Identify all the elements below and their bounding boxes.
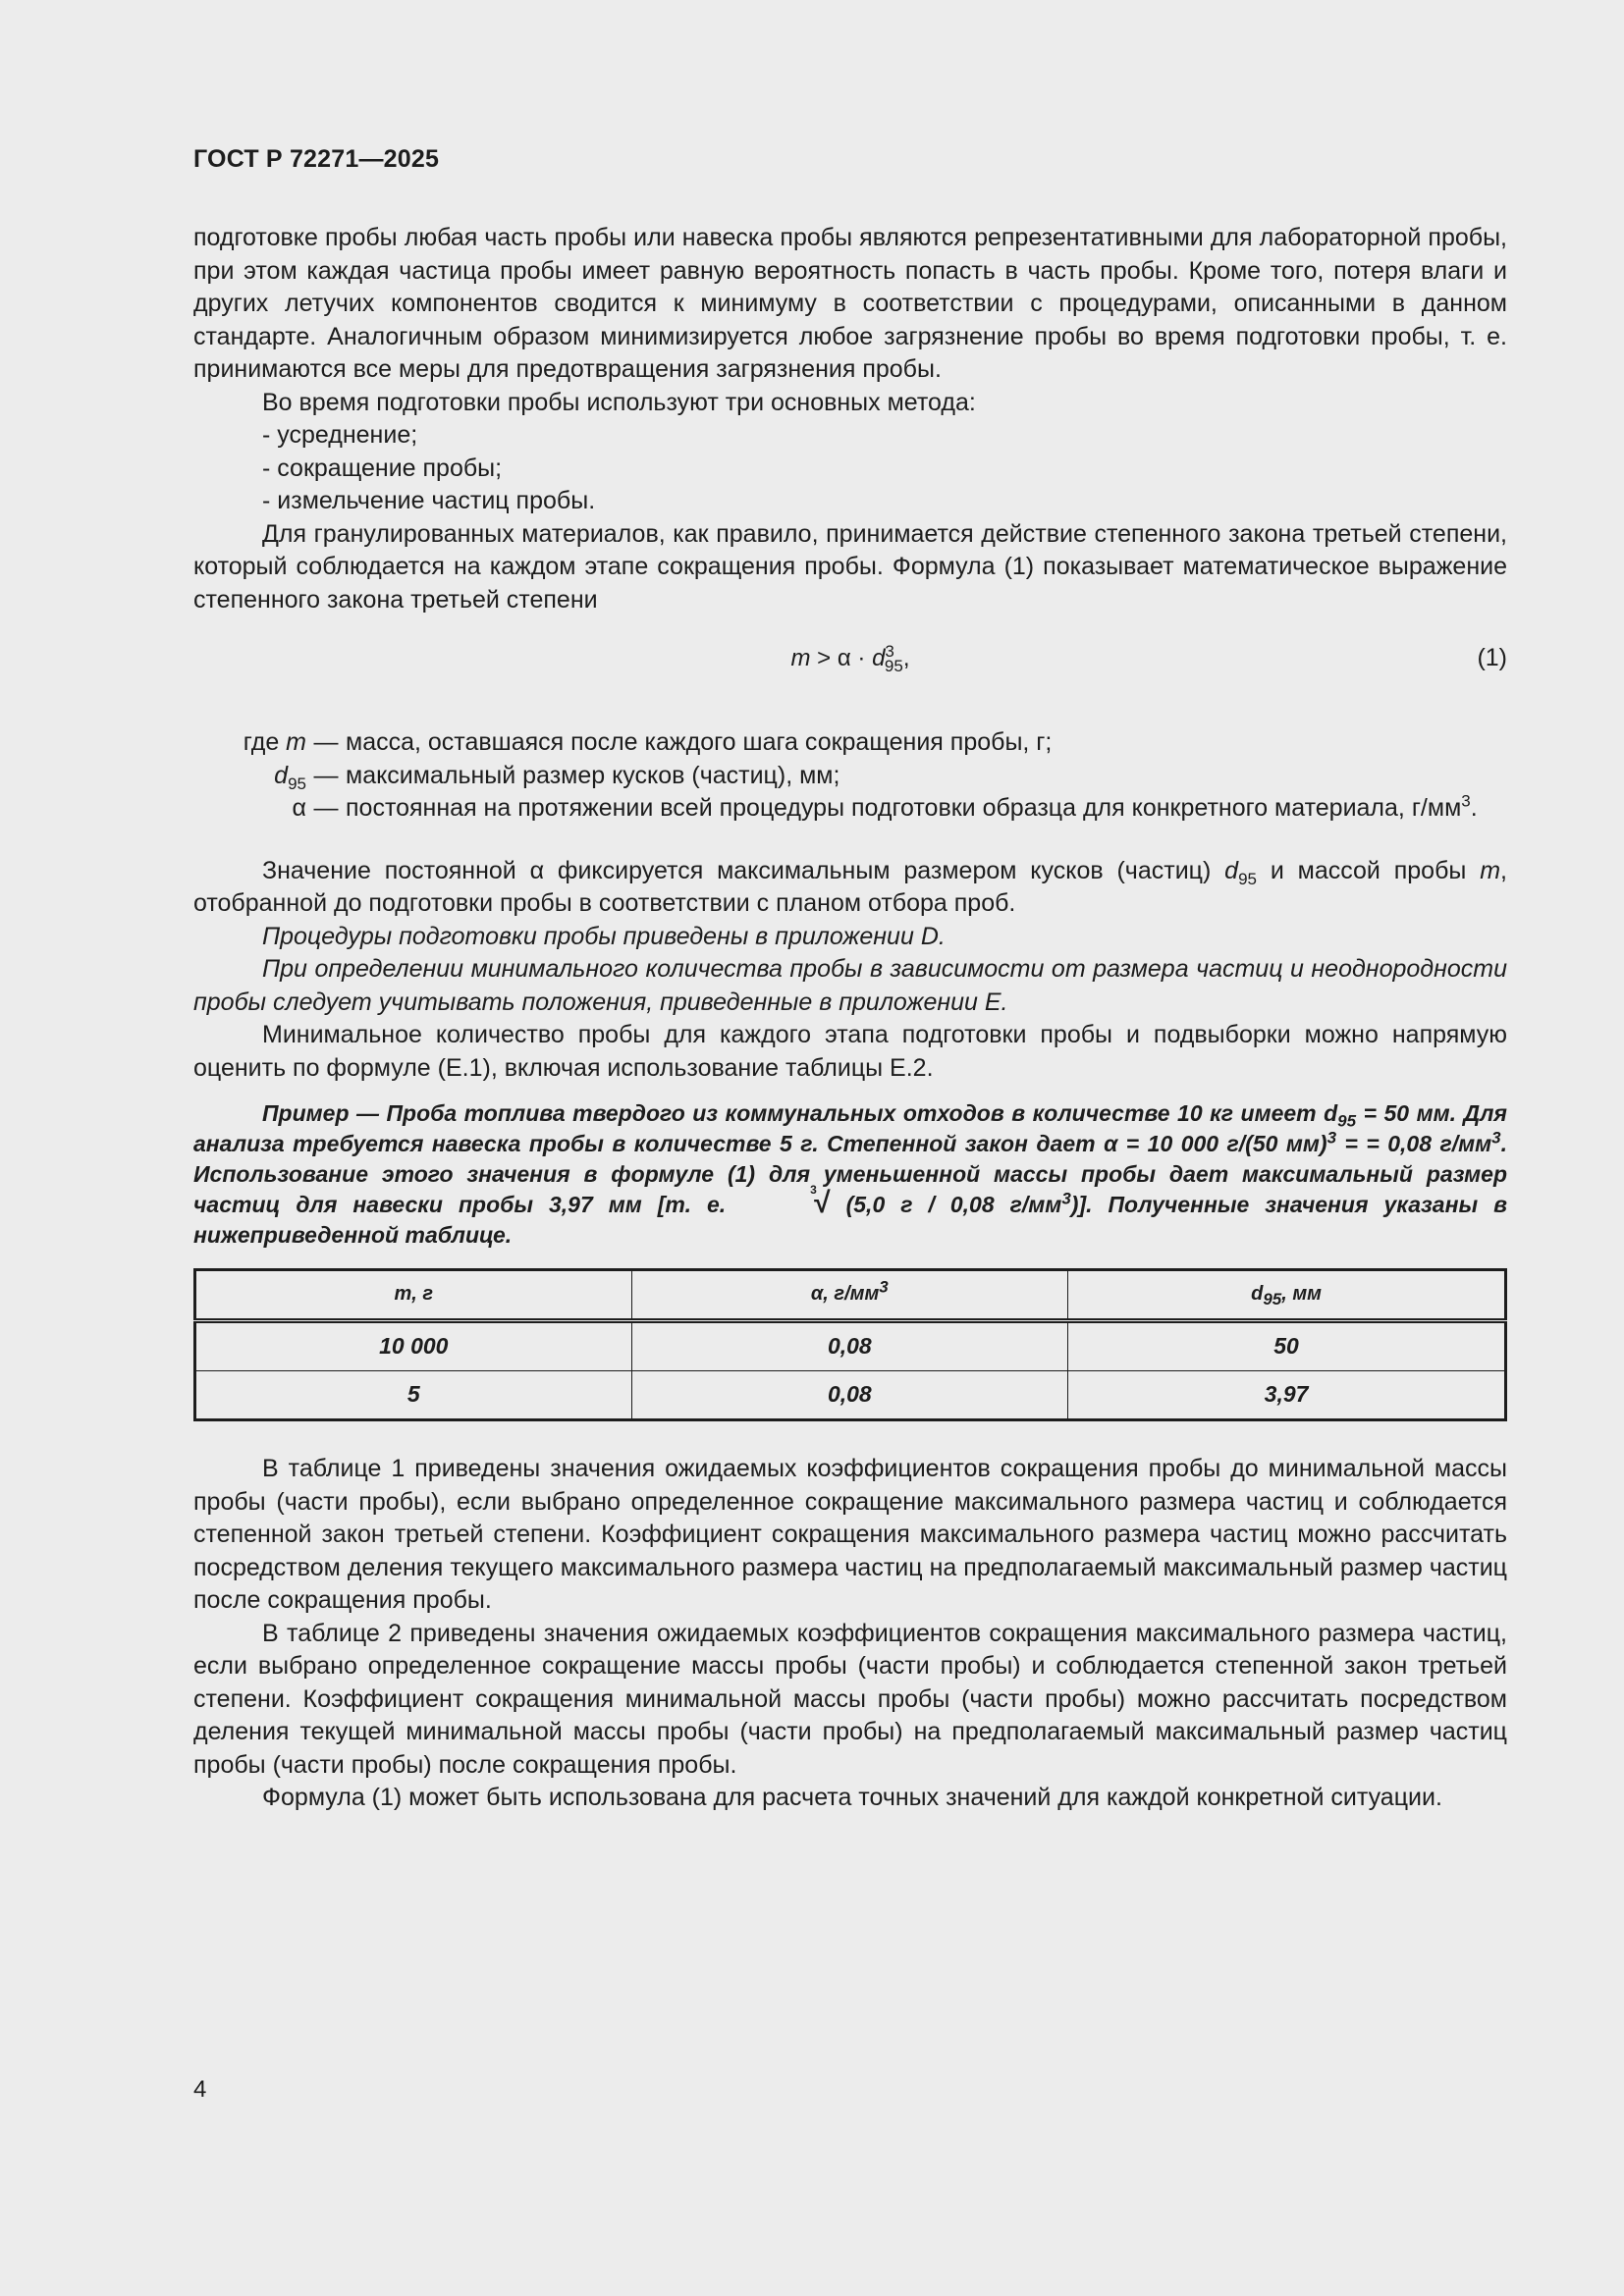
paragraph: Во время подготовки пробы используют три основных метода: [262,388,976,416]
paragraph: подготовке пробы любая часть пробы или навеска пробы являются репрезентативными для лабораторной пробы, при этом каждая частица пробы имеет равную вероятность попасть в часть пробы. Кроме того, потеря влаги и других летучих компонентов сводится к минимуму в соответствии с процедурами, описанными в данном стандарте. Аналогичным образом минимизируется любое загрязнение пробы во время подготовки пробы, т. е. принимаются все меры для предотвращения загрязнения пробы. [193,224,1507,383]
legend-row-alpha: α — постоянная на протяжении всей процедуры подготовки образца для конкретного материала, $г/мм^3$. [292,791,1478,822]
table-row: 10 000 0,08 50 [195,1321,1506,1371]
formula-number: (1) [1477,644,1507,671]
example-note: Пример — Проба топлива твердого из коммунальных отходов в количестве 10 кг имеет $d_{95} = 50$ мм. Для анализа требуется навеска пробы в количестве 5 г. Степенной закон дает α = 10 000 г/(50 мм)$^3$ = = 0,08 $г/мм^3$. Использование этого значения в формуле (1) для уменьшенной массы пробы дает максимальный размер частиц для навески пробы 3,97 мм [т. е. 3 √ (5,0 г / 0,08 $г/мм^3$)]. Полученные значения указаны в нижеприведенной таблице. [193,1100,1507,1248]
formula-legend [193,726,1507,826]
formula-1 [193,626,1507,687]
formula-expression: $m > \alpha \cdot d^3_{95}$, [790,642,910,675]
list-item: - усреднение; [262,421,418,449]
list-item: - сокращение пробы; [262,454,503,482]
paragraph: При определении минимального количества пробы в зависимости от размера частиц и неоднородности пробы следует учитывать положения, приведенные в приложении E. [193,955,1507,1016]
table-header-d95: $d_{95}$, мм [1068,1270,1506,1321]
example-table [193,1268,1507,1421]
paragraph: Формула (1) может быть использована для расчета точных значений для каждой конкретной ситуации. [262,1784,1442,1811]
paragraph: Минимальное количество пробы для каждого этапа подготовки пробы и подвыборки можно напрямую оценить по формуле (E.1), включая использование таблицы E.2. [193,1021,1507,1082]
paragraph: Процедуры подготовки пробы приведены в приложении D. [262,922,946,950]
legend-row-m: где m — масса, оставшаяся после каждого шага сокращения пробы, г; [243,728,1053,756]
page-number: 4 [193,2076,207,2103]
document-header: ГОСТ Р 72271—2025 [193,145,440,173]
page-content [193,222,1507,1815]
legend-row-d95: $d_{95}$ — максимальный размер кусков (частиц), мм; [274,761,840,793]
paragraph: В таблице 2 приведены значения ожидаемых коэффициентов сокращения максимального размера частиц, если выбрано определенное сокращение массы пробы (части пробы) и соблюдается степенной закон третьей степени. Коэффициент сокращения минимальной массы пробы (части пробы) можно рассчитать посредством деления текущей минимальной массы пробы (части пробы) на предполагаемый максимальный размер частиц пробы (части пробы) после сокращения пробы. [193,1619,1507,1779]
table-header-alpha: α, $г/мм^3$ [631,1270,1068,1321]
table-header-mass: m, г [195,1270,632,1321]
list-item: - измельчение частиц пробы. [262,487,596,514]
table-row: 5 0,08 3,97 [195,1371,1506,1420]
paragraph: Значение постоянной α фиксируется максимальным размером кусков (частиц) $d_{95}$ и массой пробы m, отобранной до подготовки пробы в соответствии с планом отбора проб. [193,856,1507,917]
paragraph: В таблице 1 приведены значения ожидаемых коэффициентов сокращения пробы до минимальной массы пробы (части пробы), если выбрано определенное сокращение максимального размера частиц и соблюдается степенной закон третьей степени. Коэффициент сокращения максимального размера частиц можно рассчитать посредством деления текущего максимального размера частиц на предполагаемый максимальный размер частиц после сокращения пробы. [193,1455,1507,1614]
paragraph: Для гранулированных материалов, как правило, принимается действие степенного закона третьей степени, который соблюдается на каждом этапе сокращения пробы. Формула (1) показывает математическое выражение степенного закона третьей степени [193,519,1507,614]
